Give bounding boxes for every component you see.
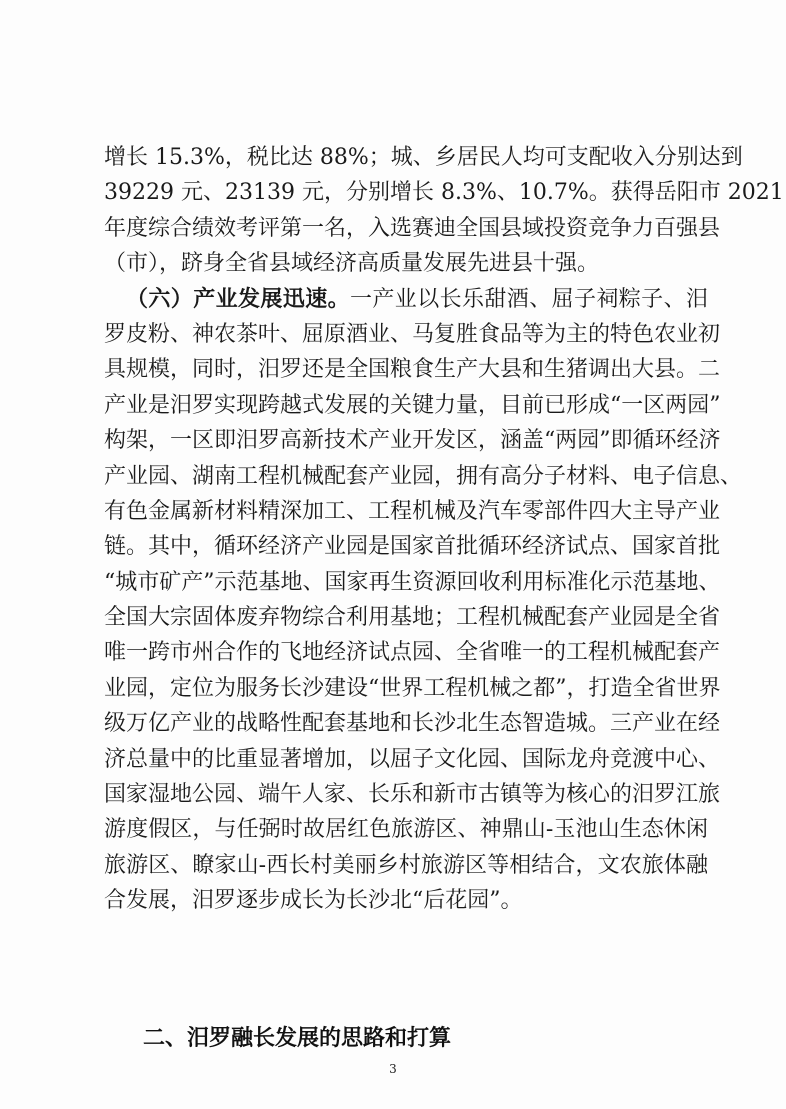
paragraph-2-line-18: 合发展，汨罗逐步成长为长沙北“后花园”。 [104,888,523,914]
page-number: 3 [389,1062,397,1076]
paragraph-2-line-2: 罗皮粉、神农茶叶、屈原酒业、马复胜食品等为主的特色农业初 [104,321,721,347]
paragraph-2-line-14: 济总量中的比重显著增加，以屈子文化园、国际龙舟竞渡中心、 [104,746,721,772]
paragraph-2-line-6: 产业园、湖南工程机械配套产业园，拥有高分子材料、电子信息、 [104,463,743,489]
paragraph-2-line-5: 构架，一区即汨罗高新技术产业开发区，涵盖“两园”即循环经济 [104,428,721,454]
paragraph-2-line-15: 国家湿地公园、端午人家、长乐和新市古镇等为核心的汨罗江旅 [104,782,721,808]
paragraph-2-lead: （六）产业发展迅速。 [126,286,350,312]
paragraph-1-line-1: 增长 15.3%，税比达 88%；城、乡居民人均可支配收入分别达到 [104,145,743,170]
paragraph-2-line-12: 业园，定位为服务长沙建设“世界工程机械之都”，打造全省世界 [104,675,721,701]
paragraph-2-line-4: 产业是汨罗实现跨越式发展的关键力量，目前已形成“一区两园” [104,392,721,418]
paragraph-2-line-3: 具规模，同时，汨罗还是全国粮食生产大县和生猪调出大县。二 [104,357,721,383]
paragraph-2-line-13: 级万亿产业的战略性配套基地和长沙北生态智造城。三产业在经 [104,711,721,737]
paragraph-1-line-4: （市），跻身全省县域经济高质量发展先进县十强。 [104,251,600,277]
section-heading: 二、汨罗融长发展的思路和打算 [143,1026,452,1051]
paragraph-2-line-17: 旅游区、瞭家山-西长村美丽乡村旅游区等相结合，文农旅体融 [104,852,708,878]
paragraph-2-line-7: 有色金属新材料精深加工、工程机械及汽车零部件四大主导产业 [104,498,721,524]
paragraph-2-first-line-rest: 一产业以长乐甜酒、屈子祠粽子、汨 [350,286,708,312]
paragraph-2-line-16: 游度假区，与任弼时故居红色旅游区、神鼎山-玉池山生态休闲 [104,817,708,843]
paragraph-2-line-1 [104,282,708,317]
body-text [104,140,784,919]
paragraph-1-line-3: 年度综合绩效考评第一名，入选赛迪全国县域投资竞争力百强县 [104,215,721,241]
paragraph-1-line-2: 39229 元、23139 元，分别增长 8.3%、10.7%。获得岳阳市 2021 [104,180,784,206]
paragraph-2-line-8: 链。其中，循环经济产业园是国家首批循环经济试点、国家首批 [104,534,721,560]
paragraph-2-line-11: 唯一跨市州合作的飞地经济试点园、全省唯一的工程机械配套产 [104,640,721,666]
paragraph-2-line-9: “城市矿产”示范基地、国家再生资源回收利用标准化示范基地、 [104,569,721,595]
paragraph-2-line-10: 全国大宗固体废弃物综合利用基地；工程机械配套产业园是全省 [104,605,721,631]
